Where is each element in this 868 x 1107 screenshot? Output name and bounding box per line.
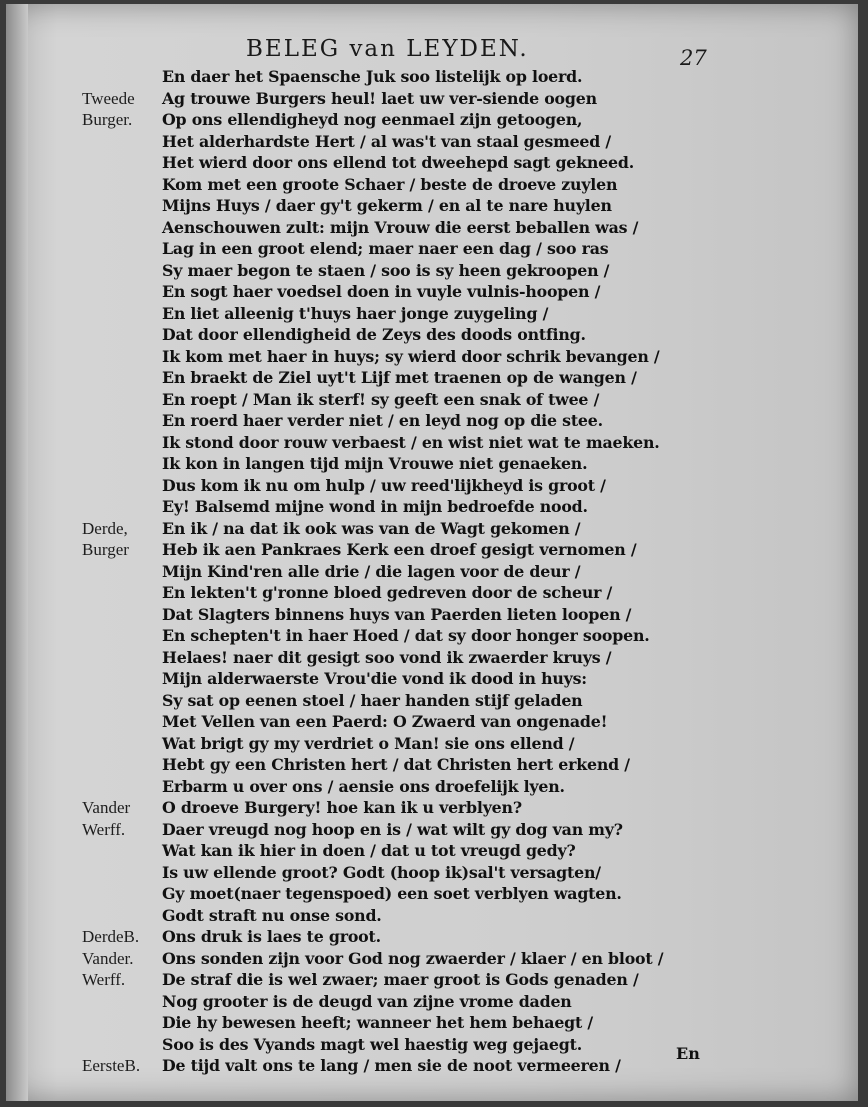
book-page [6,4,858,1101]
speaker-label: DerdeB. [82,927,140,946]
verse-line [6,324,858,346]
verse-text-line: Mijn Kind'ren alle drie / die lagen voor de deur / [162,561,581,581]
verse-line [6,432,858,454]
verse-text-line: Sy sat op eenen stoel / haer handen stijf geladen [162,690,583,710]
verse-text-line: Het wierd door ons ellend tot dweehepd sagt gekneed. [162,153,635,172]
verse-line [6,969,858,991]
verse-text-line: Nog grooter is de deugd van zijne vrome daden [162,991,572,1011]
verse-line [6,840,858,862]
verse-line [6,475,858,497]
verse-text-line: En sogt haer voedsel doen in vuyle vulnis-hoopen / [162,282,601,301]
verse-line [6,389,858,411]
verse-text-line: Op ons ellendigheyd nog eenmael zijn getoogen, [162,110,583,129]
verse-text-line: Soo is des Vyands magt wel haestig weg gejaegt. [162,1034,583,1054]
speaker-label: Vander. [82,948,134,968]
verse-line [6,905,858,927]
verse-text-line: En roerd haer verder niet / en leyd nog op die stee. [162,411,603,430]
verse-line [6,496,858,518]
catchword: En [676,1044,700,1063]
verse-line [6,819,858,841]
verse-line [6,539,858,561]
verse-text-line: Ons druk is laes te groot. [162,927,381,946]
verse-line [6,518,858,540]
verse-text-line: Aenschouwen zult: mijn Vrouw die eerst beballen was / [162,217,639,237]
verse-line [6,862,858,884]
verse-line [6,926,858,948]
verse-line [6,1055,858,1077]
verse-line [6,991,858,1013]
verse-text-line: Dus kom ik nu om hulp / uw reed'lijkheyd is groot / [162,475,606,495]
verse-text-line: Ik kon in langen tijd mijn Vrouwe niet genaeken. [162,454,588,473]
verse-line [6,883,858,905]
verse-line [6,647,858,669]
running-title: BELEG van LEYDEN. [246,36,529,62]
verse-text-line: Wat kan ik hier in doen / dat u tot vreugd gedy? [162,841,576,860]
verse-line [6,797,858,819]
verse-text-line: En liet alleenig t'huys haer jonge zuygeling / [162,303,549,323]
speaker-label: EersteB. [82,1056,141,1075]
verse-line [6,152,858,174]
verse-text-line: En ik / na dat ik ook was van de Wagt gekomen / [162,518,581,538]
verse-line [6,66,858,88]
verse-text-line: De straf die is wel zwaer; maer groot is Gods genaden / [162,970,639,989]
verse-line [6,754,858,776]
verse-text-line: Ey! Balsemd mijne wond in mijn bedroefde nood. [162,497,588,516]
page-number: 27 [680,46,707,70]
verse-text-line: Ons sonden zijn voor God nog zwaerder / klaer / en bloot / [162,948,664,968]
verse-text-line: Dat door ellendigheid de Zeys des doods ontfing. [162,325,586,344]
verse-line [6,195,858,217]
verse-text-line: Gy moet(naer tegenspoed) een soet verblyen wagten. [162,884,622,903]
verse-line [6,668,858,690]
verse-text-line: De tijd valt ons te lang / men sie de noot vermeeren / [162,1056,621,1075]
verse-line [6,346,858,368]
verse-text-line: En lekten't g'ronne bloed gedreven door de scheur / [162,583,613,602]
verse-line [6,582,858,604]
speaker-label: Tweede [82,88,135,108]
verse-line [6,776,858,798]
verse-text-line: O droeve Burgery! hoe kan ik u verblyen? [162,798,522,817]
verse-line [6,1012,858,1034]
verse-text-line: Daer vreugd nog hoop en is / wat wilt gy dog van my? [162,819,623,839]
verse-text-line: Sy maer begon te staen / soo is sy heen gekroopen / [162,260,610,280]
verse-text-line: Mijns Huys / daer gy't gekerm / en al te nare huylen [162,196,612,215]
verse-line [6,238,858,260]
verse-line [6,367,858,389]
verse-text-line: Dat Slagters binnens huys van Paerden lieten loopen / [162,604,632,624]
verse-text [6,66,858,1077]
verse-text-line: En braekt de Ziel uyt't Lijf met traenen op de wangen / [162,368,637,387]
verse-text-line: Helaes! naer dit gesigt soo vond ik zwaerder kruys / [162,647,612,667]
verse-line [6,711,858,733]
speaker-label: Derde, [82,518,128,538]
verse-line [6,1034,858,1056]
speaker-label: Burger [82,540,129,559]
verse-line [6,260,858,282]
speaker-label: Burger. [82,110,133,129]
verse-line [6,131,858,153]
verse-line [6,733,858,755]
verse-text-line: Kom met een groote Schaer / beste de droeve zuylen [162,174,618,194]
verse-text-line: Wat brigt gy my verdriet o Man! sie ons ellend / [162,733,575,753]
verse-line [6,625,858,647]
verse-text-line: En schepten't in haer Hoed / dat sy door honger soopen. [162,626,650,645]
speaker-label: Werff. [82,819,126,839]
verse-text-line: Die hy bewesen heeft; wanneer het hem behaegt / [162,1013,593,1032]
verse-text-line: Met Vellen van een Paerd: O Zwaerd van ongenade! [162,712,608,731]
verse-line [6,88,858,110]
verse-line [6,109,858,131]
verse-text-line: Ag trouwe Burgers heul! laet uw ver-siende oogen [162,88,597,108]
verse-line [6,948,858,970]
verse-line [6,281,858,303]
verse-line [6,453,858,475]
verse-line [6,174,858,196]
verse-text-line: Erbarm u over ons / aensie ons droefelijk lyen. [162,776,565,796]
verse-text-line: En roept / Man ik sterf! sy geeft een snak of twee / [162,389,600,409]
verse-line [6,410,858,432]
speaker-label: Werff. [82,970,126,989]
verse-line [6,604,858,626]
verse-text-line: Heb ik aen Pankraes Kerk een droef gesigt vernomen / [162,540,637,559]
verse-text-line: Lag in een groot elend; maer naer een dag / soo ras [162,239,609,258]
verse-text-line: Ik stond door rouw verbaest / en wist niet wat te maeken. [162,432,660,452]
verse-text-line: Mijn alderwaerste Vrou'die vond ik dood in huys: [162,669,587,688]
speaker-label: Vander [82,798,131,817]
verse-text-line: Ik kom met haer in huys; sy wierd door schrik bevangen / [162,346,660,366]
verse-text-line: Hebt gy een Christen hert / dat Christen hert erkend / [162,755,630,774]
verse-text-line: En daer het Spaensche Juk soo listelijk op loerd. [162,67,583,86]
verse-line [6,217,858,239]
verse-text-line: Godt straft nu onse sond. [162,905,382,925]
verse-text-line: Het alderhardste Hert / al was't van staal gesmeed / [162,131,611,151]
verse-text-line: Is uw ellende groot? Godt (hoop ik)sal't versagten/ [162,862,601,882]
verse-line [6,561,858,583]
verse-line [6,690,858,712]
verse-line [6,303,858,325]
